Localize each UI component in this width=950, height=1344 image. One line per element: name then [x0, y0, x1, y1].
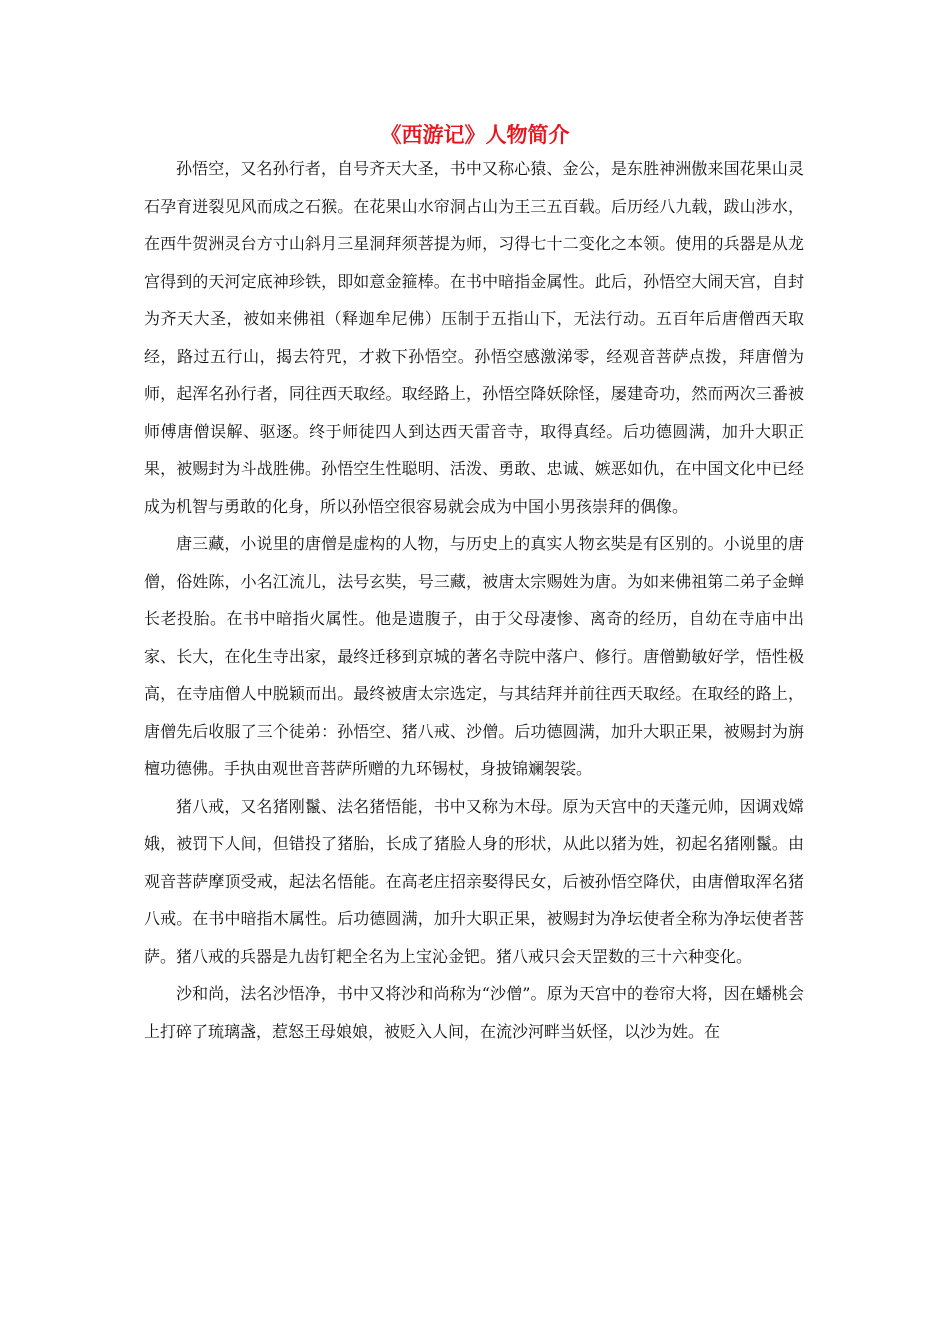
paragraph-sha-heshang: 沙和尚，法名沙悟净，书中又将沙和尚称为“沙僧”。原为天宫中的卷帘大将，因在蟠桃会上打碎了琉璃盏，惹怒王母娘娘，被贬入人间，在流沙河畔当妖怪，以沙为姓。在 — [144, 984, 804, 1041]
paragraph-tang-sanzang: 唐三藏，小说里的唐僧是虚构的人物，与历史上的真实人物玄奘是有区别的。小说里的唐僧，俗姓陈，小名江流儿，法号玄奘，号三藏，被唐太宗赐姓为唐。为如来佛祖第二弟子金蝉长老投胎。在书中暗指火属性。他是遗腹子，由于父母凄惨、离奇的经历，自幼在寺庙中出家、长大，在化生寺出家，最终迁移到京城的著名寺院中落户、修行。唐僧勤敏好学，悟性极高，在寺庙僧人中脱颖而出。最终被唐太宗选定，与其结拜并前往西天取经。在取经的路上，唐僧先后收服了三个徒弟：孙悟空、猪八戒、沙僧。后功德圆满，加升大职正果，被赐封为旃檀功德佛。手执由观世音菩萨所赠的九环锡杖，身披锦斓袈裟。 — [144, 534, 804, 778]
paragraph-zhu-bajie: 猪八戒，又名猪刚鬣、法名猪悟能，书中又称为木母。原为天宫中的天蓬元帅，因调戏嫦娥，被罚下人间，但错投了猪胎，长成了猪脸人身的形状，从此以猪为姓，初起名猪刚鬣。由观音菩萨摩顶受戒，起法名悟能。在高老庄招亲娶得民女，后被孙悟空降伏，由唐僧取浑名猪八戒。在书中暗指木属性。后功德圆满，加升大职正果，被赐封为净坛使者全称为净坛使者菩萨。猪八戒的兵器是九齿钉耙全名为上宝沁金钯。猪八戒只会天罡数的三十六种变化。 — [144, 796, 804, 966]
document-body — [144, 150, 804, 1050]
document-title: 《西游记》人物简介 — [380, 122, 570, 147]
paragraph-sun-wukong: 孙悟空，又名孙行者，自号齐天大圣，书中又称心猿、金公，是东胜神洲傲来国花果山灵石孕育迸裂见风而成之石猴。在花果山水帘洞占山为王三五百载。后历经八九载，跋山涉水，在西牛贺洲灵台方寸山斜月三星洞拜须菩提为师，习得七十二变化之本领。使用的兵器是从龙宫得到的天河定底神珍铁，即如意金箍棒。在书中暗指金属性。此后，孙悟空大闹天宫，自封为齐天大圣，被如来佛祖（释迦牟尼佛）压制于五指山下，无法行动。五百年后唐僧西天取经，路过五行山，揭去符咒，才救下孙悟空。孙悟空感激涕零，经观音菩萨点拨，拜唐僧为师，起浑名孙行者，同往西天取经。取经路上，孙悟空降妖除怪，屡建奇功，然而两次三番被师傅唐僧误解、驱逐。终于师徒四人到达西天雷音寺，取得真经。后功德圆满，加升大职正果，被赐封为斗战胜佛。孙悟空生性聪明、活泼、勇敢、忠诚、嫉恶如仇，在中国文化中已经成为机智与勇敢的化身，所以孙悟空很容易就会成为中国小男孩崇拜的偶像。 — [144, 159, 804, 516]
